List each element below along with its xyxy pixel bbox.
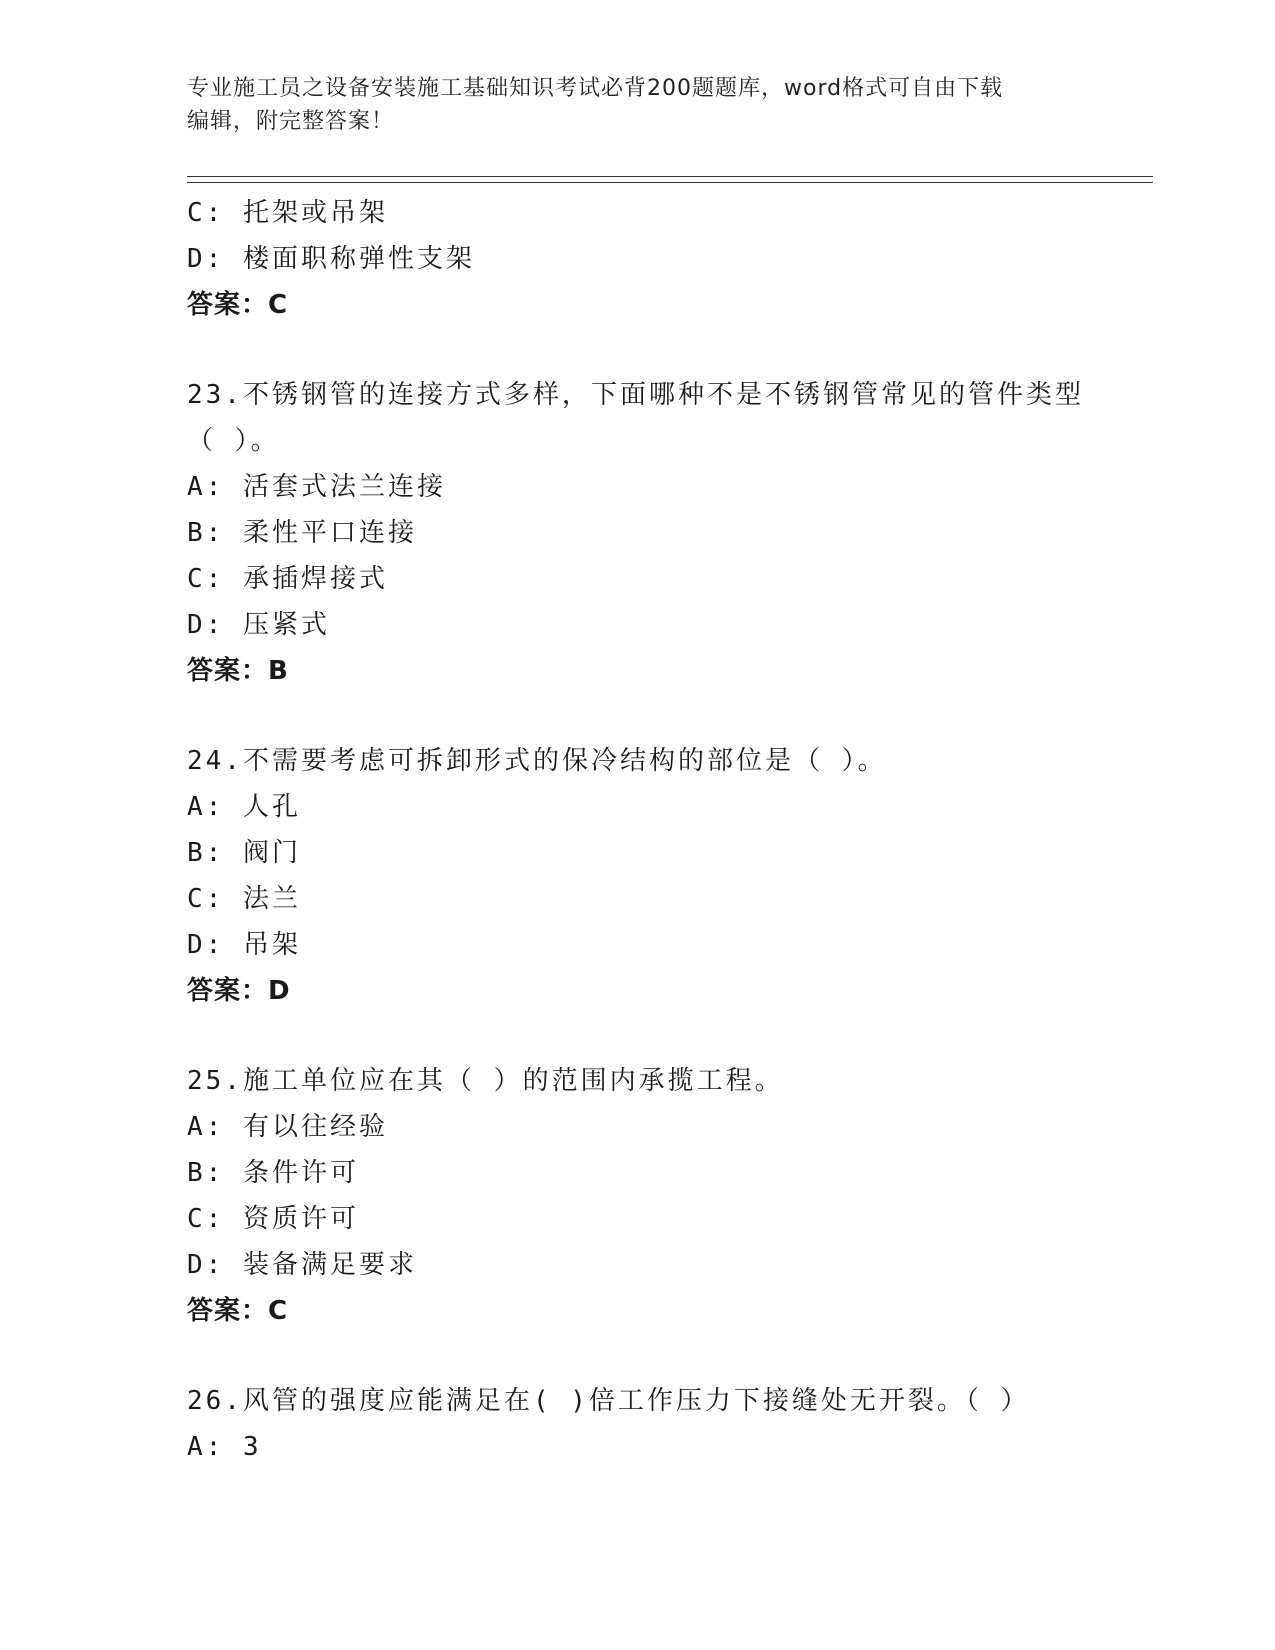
- option-d: D: 压紧式: [187, 610, 330, 640]
- question-stem: 24.不需要考虑可拆卸形式的保冷结构的部位是（ ）。: [187, 746, 887, 776]
- option-c: C: 资质许可: [187, 1204, 359, 1234]
- spacer: [187, 1334, 1153, 1378]
- option-c: C: 法兰: [187, 884, 301, 914]
- question-26: [187, 1378, 1153, 1470]
- option-d: D: 楼面职称弹性支架: [187, 244, 475, 274]
- option-a: A: 活套式法兰连接: [187, 472, 446, 502]
- question-22-tail: [187, 190, 1153, 328]
- question-list: [187, 190, 1153, 1470]
- question-stem: 26.风管的强度应能满足在( )倍工作压力下接缝处无开裂。（ ）: [187, 1386, 1030, 1416]
- option-a: A: 人孔: [187, 792, 301, 822]
- header-title-line-1: 专业施工员之设备安装施工基础知识考试必背200题题库，word格式可自由下载: [187, 76, 1004, 101]
- option-d: D: 装备满足要求: [187, 1250, 417, 1280]
- header-title-line-2: 编辑，附完整答案！: [187, 109, 395, 134]
- question-23: [187, 372, 1153, 694]
- option-b: B: 阀门: [187, 838, 301, 868]
- option-c: C: 托架或吊架: [187, 198, 388, 228]
- option-b: B: 柔性平口连接: [187, 518, 417, 548]
- spacer: [187, 694, 1153, 738]
- answer-line: 答案：C: [187, 1296, 289, 1326]
- option-b: B: 条件许可: [187, 1158, 359, 1188]
- answer-line: 答案：C: [187, 290, 289, 320]
- option-a: A: 3: [187, 1432, 262, 1462]
- question-stem: 23.不锈钢管的连接方式多样，下面哪种不是不锈钢管常见的管件类型: [187, 380, 1084, 410]
- answer-line: 答案：D: [187, 976, 291, 1006]
- header-double-rule: [187, 176, 1153, 183]
- option-d: D: 吊架: [187, 930, 301, 960]
- spacer: [187, 328, 1153, 372]
- option-c: C: 承插焊接式: [187, 564, 388, 594]
- question-stem: 25.施工单位应在其（ ）的范围内承揽工程。: [187, 1066, 784, 1096]
- question-25: [187, 1058, 1153, 1334]
- question-stem-continuation: （ ）。: [187, 426, 280, 456]
- question-24: [187, 738, 1153, 1014]
- document-header: [187, 72, 1087, 138]
- answer-line: 答案：B: [187, 656, 289, 686]
- spacer: [187, 1014, 1153, 1058]
- option-a: A: 有以往经验: [187, 1112, 388, 1142]
